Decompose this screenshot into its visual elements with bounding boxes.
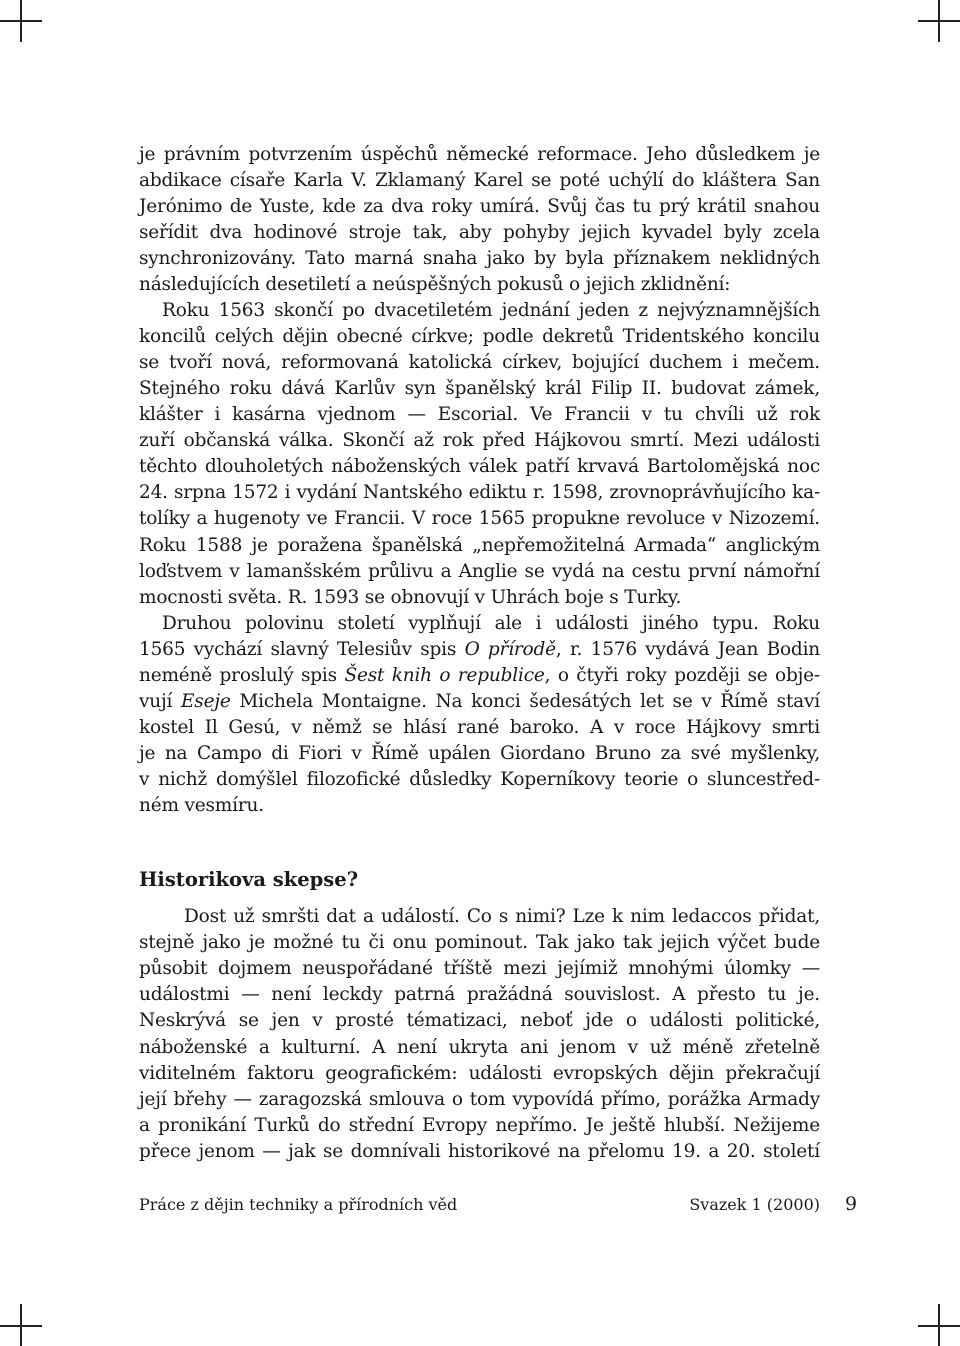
text-span: neméně proslulý spis [139, 665, 337, 686]
text-line: událostmi — není leckdy patrná pražádná souvislost. A přesto tu je. [139, 984, 820, 1005]
text-line: viditelném faktoru geografickém: události evropských dějin překračují [139, 1063, 820, 1084]
footer-journal: Práce z dějin techniky a přírodních věd [139, 1195, 458, 1214]
text-line: Druhou polovinu století vyplňují ale i události jiného typu. Roku [162, 613, 820, 634]
italic-title: Eseje [181, 691, 231, 712]
text-line: kostel Il Gesú, v němž se hlásí rané baroko. A v roce Hájkovy smrti [139, 717, 820, 738]
text-line: její břehy — zaragozská smlouva o tom vypovídá přímo, porážka Armady [139, 1089, 820, 1110]
text-line: loďstvem v lamanšském průlivu a Anglie se vydá na cestu první námořní [139, 561, 820, 582]
text-line: ném vesmíru. [139, 795, 264, 816]
crop-mark-br-v [938, 1304, 940, 1346]
text-line: v nichž domýšlel filozofické důsledky Koperníkovy teorie o sluncestřed- [139, 769, 820, 790]
text-line: Jerónimo de Yuste, kde za dva roky umírá. Svůj čas tu prý krátil snahou [139, 196, 820, 217]
text-span: , r. 1576 vydává Jean Bodin [555, 639, 821, 660]
text-line: seřídit dva hodinové stroje tak, aby pohyby jejich kyvadel byly zcela [139, 222, 820, 243]
text-line: klášter i kasárna vjednom — Escorial. Ve Francii v tu chvíli už rok [139, 404, 820, 425]
text-line: je na Campo di Fiori v Římě upálen Giordano Bruno za své myšlenky, [139, 743, 820, 764]
text-line: Neskrývá se jen v prosté tématizaci, neboť jde o události politické, [139, 1010, 820, 1031]
text-line: Roku 1588 je poražena španělská „nepřemožitelná Armada“ anglickým [139, 535, 820, 556]
italic-title: O přírodě [464, 639, 556, 660]
text-line: koncilů celých dějin obecné církve; podle dekretů Tridentského koncilu [139, 326, 820, 347]
section-heading: Historikova skepse? [139, 868, 359, 891]
italic-title: Šest knih o republice [344, 665, 545, 686]
text-span: , o čtyři roky později se obje- [544, 665, 820, 686]
text-line: 24. srpna 1572 i vydání Nantského ediktu r. 1598, zrovnoprávňujícího ka- [139, 482, 820, 503]
text-line: se tvoří nová, reformovaná katolická církev, bojující duchem i mečem. [139, 352, 820, 373]
text-span: 1565 vychází slavný Telesiův spis [139, 639, 457, 660]
text-line: abdikace císaře Karla V. Zklamaný Karel se poté uchýlí do kláštera San [139, 170, 820, 191]
text-line: Dost už smršti dat a událostí. Co s nimi? Lze k nim ledaccos přidat, [184, 906, 820, 927]
crop-mark-bl-v [20, 1304, 22, 1346]
text-line: stejně jako je možné tu či onu pominout. Tak jako tak jejich výčet bude [139, 932, 820, 953]
text-line: Roku 1563 skončí po dvacetiletém jednání jeden z nejvýznamnějších [162, 300, 820, 321]
text-line: těchto dlouholetých náboženských válek patří krvavá Bartolomějská noc [139, 456, 820, 477]
crop-mark-tl-v [20, 0, 22, 42]
text-line: náboženské a kulturní. A není ukryta ani jenom v už méně zřetelně [139, 1037, 820, 1058]
text-line: přece jenom — jak se domnívali historikové na přelomu 19. a 20. století [139, 1141, 820, 1162]
text-line: Stejného roku dává Karlův syn španělský král Filip II. budovat zámek, [139, 378, 820, 399]
text-span: Michela Montaigne. Na konci šedesátých let se v Římě staví [239, 691, 820, 712]
text-line: působit dojmem neuspořádané tříště mezi jejímiž mnohými úlomky — [139, 958, 820, 979]
footer-volume: Svazek 1 (2000) [689, 1195, 820, 1214]
page-number: 9 [845, 1193, 858, 1215]
text-line: následujících desetiletí a neúspěšných pokusů o jejich zklidnění: [139, 274, 731, 295]
text-line: synchronizovány. Tato marná snaha jako by byla příznakem neklidných [139, 248, 820, 269]
crop-mark-tr-v [938, 0, 940, 42]
text-line: tolíky a hugenoty ve Francii. V roce 1565 propukne revoluce v Nizozemí. [139, 508, 820, 529]
text-line: mocnosti světa. R. 1593 se obnovují v Uhrách boje s Turky. [139, 587, 682, 608]
text-span: vují [139, 691, 173, 712]
text-line: zuří občanská válka. Skončí až rok před Hájkovou smrtí. Mezi události [139, 430, 820, 451]
text-line: a pronikání Turků do střední Evropy nepřímo. Je ještě hlubší. Nežijeme [139, 1115, 820, 1136]
text-line: je právním potvrzením úspěchů německé reformace. Jeho důsledkem je [139, 144, 820, 165]
